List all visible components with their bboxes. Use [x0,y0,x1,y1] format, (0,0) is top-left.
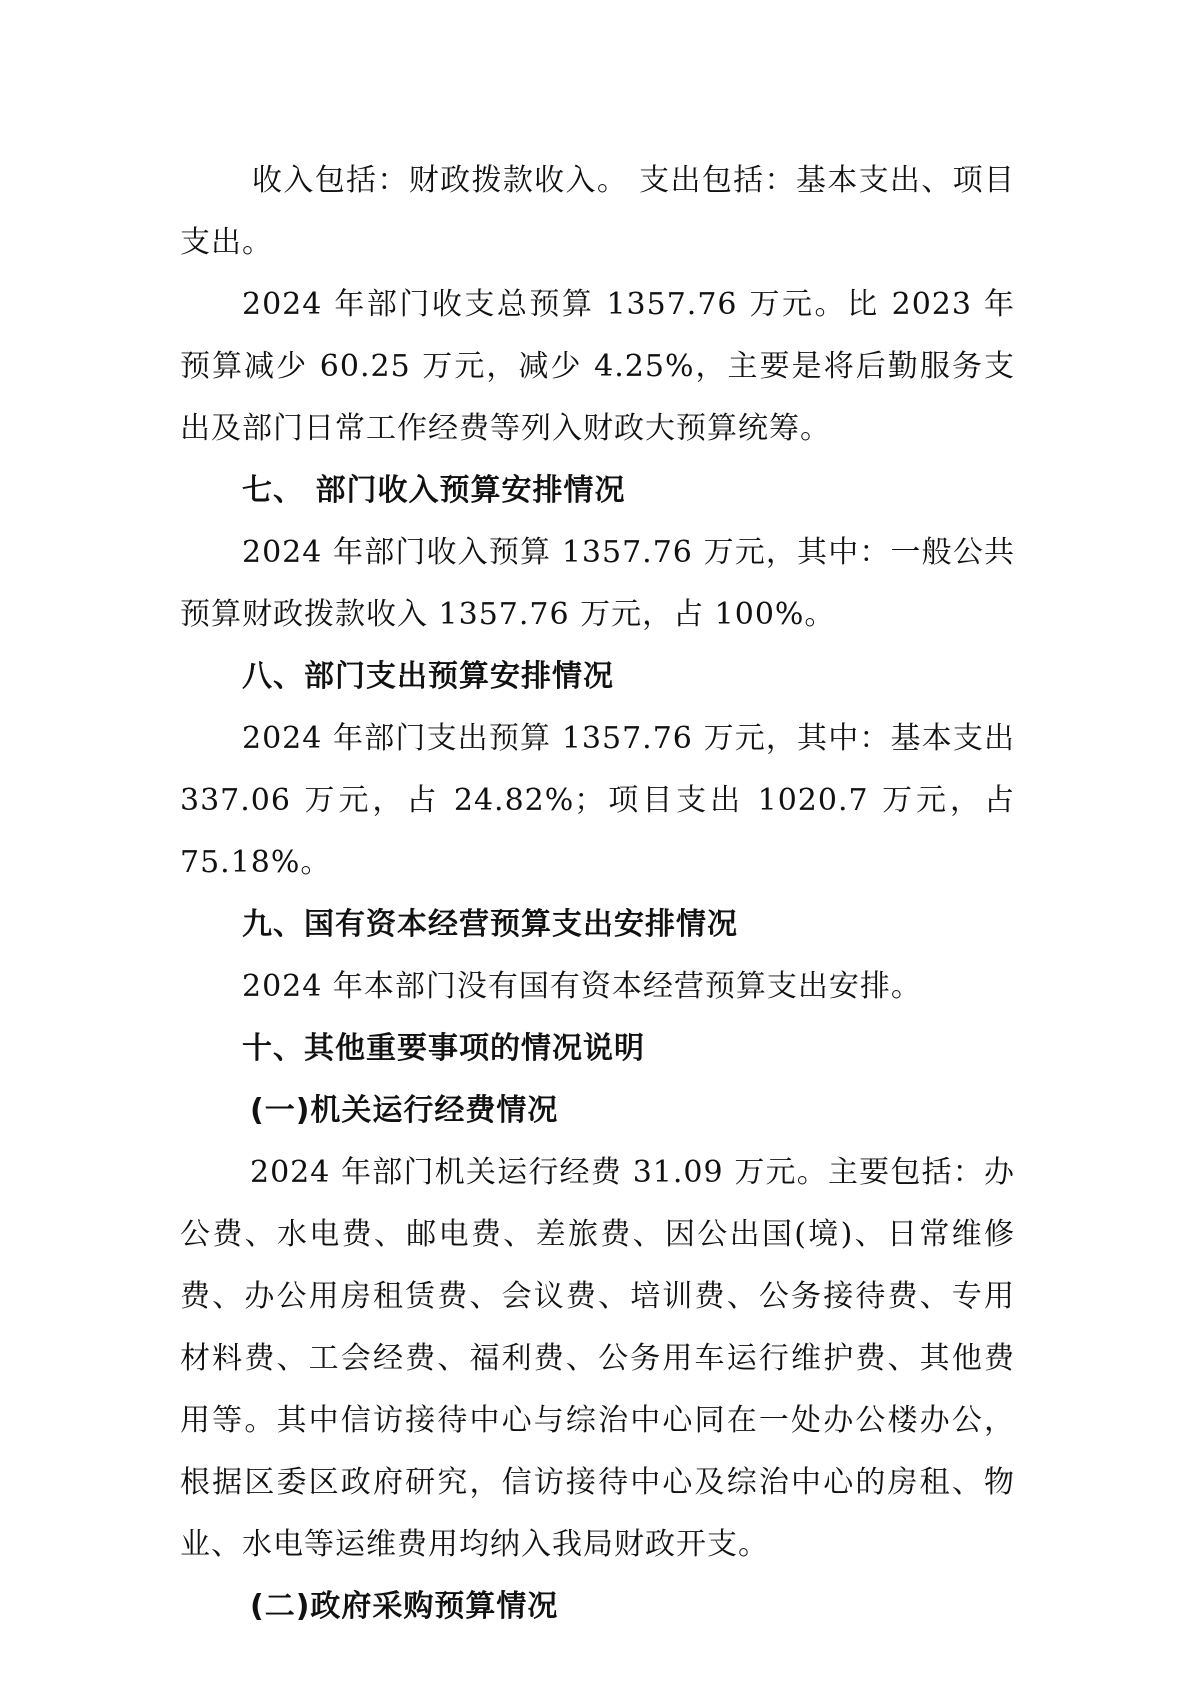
subheading-procurement: (二)政府采购预算情况 [250,1589,559,1624]
document-page [180,150,1015,1638]
paragraph-state-capital: 2024 年本部门没有国有资本经营预算支出安排。 [242,969,922,1004]
heading-section-7: 七、 部门收入预算安排情况 [242,473,626,508]
paragraph-total-budget: 2024 年部门收支总预算 1357.76 万元。比 2023 年预算减少 60.25 万元，减少 4.25%，主要是将后勤服务支出及部门日常工作经费等列入财政大预算统筹。 [180,287,1015,446]
paragraph-income-budget: 2024 年部门收入预算 1357.76 万元，其中：一般公共预算财政拨款收入 1357.76 万元，占 100%。 [180,535,1015,632]
paragraph-operating-funds: 2024 年部门机关运行经费 31.09 万元。主要包括：办公费、水电费、邮电费、差旅费、因公出国(境)、日常维修费、办公用房租赁费、会议费、培训费、公务接待费、专用材料费、工会经费、福利费、公务用车运行维护费、其他费用等。其中信访接待中心与综治中心同在一处办公楼办公，根据区委区政府研究，信访接待中心及综治中心的房租、物业、水电等运维费用均纳入我局财政开支。 [180,1155,1015,1562]
paragraph-expense-budget: 2024 年部门支出预算 1357.76 万元，其中：基本支出 337.06 万元，占 24.82%；项目支出 1020.7 万元，占 75.18%。 [180,721,1015,880]
heading-section-8: 八、部门支出预算安排情况 [242,659,614,694]
paragraph-income-expense-scope: 收入包括：财政拨款收入。 支出包括：基本支出、项目支出。 [180,163,1015,260]
subheading-operating-funds: (一)机关运行经费情况 [250,1093,559,1128]
heading-section-10: 十、其他重要事项的情况说明 [242,1031,645,1066]
heading-section-9: 九、国有资本经营预算支出安排情况 [242,907,738,942]
